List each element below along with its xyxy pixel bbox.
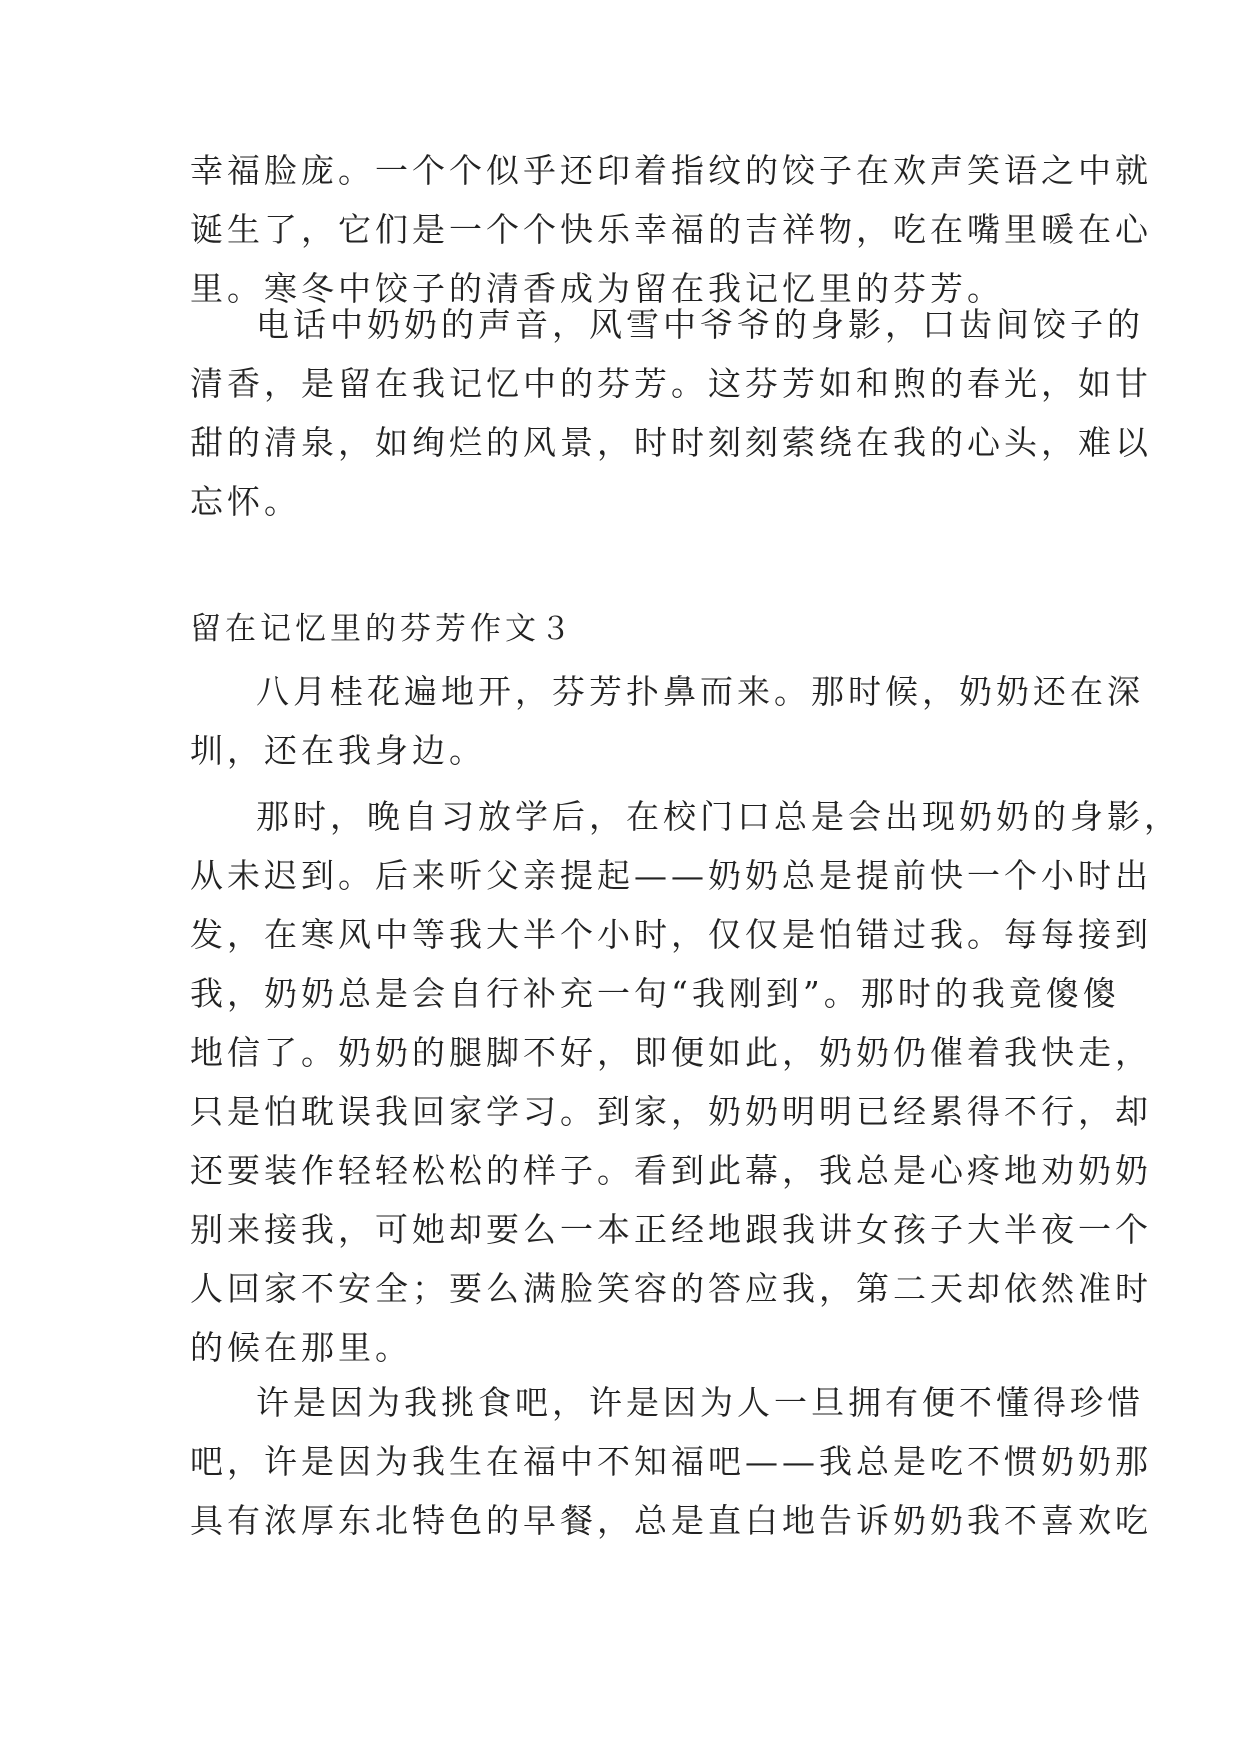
text-line: 甜的清泉，如绚烂的风景，时时刻刻萦绕在我的心头，难以 (190, 423, 1152, 462)
text-line: 幸福脸庞。一个个似乎还印着指纹的饺子在欢声笑语之中就 (190, 151, 1152, 190)
text-line: 具有浓厚东北特色的早餐，总是直白地告诉奶奶我不喜欢吃 (190, 1501, 1152, 1540)
text-line: 里。寒冬中饺子的清香成为留在我记忆里的芬芳。 (190, 269, 1004, 308)
text-line: 圳，还在我身边。 (190, 731, 486, 770)
section-heading (190, 600, 1052, 659)
paragraph-2 (190, 295, 1152, 531)
text-line: 地信了。奶奶的腿脚不好，即便如此，奶奶仍催着我快走， (190, 1033, 1152, 1072)
text-line: 从未迟到。后来听父亲提起——奶奶总是提前快一个小时出 (190, 856, 1152, 895)
text-line: 电话中奶奶的声音，风雪中爷爷的身影，口齿间饺子的 (256, 305, 1144, 344)
paragraph-3 (190, 662, 1144, 780)
paragraph-1 (190, 141, 1152, 318)
paragraph-4 (190, 787, 1181, 1377)
text-line: 只是怕耽误我回家学习。到家，奶奶明明已经累得不行，却 (190, 1092, 1152, 1131)
heading-text: 留在记忆里的芬芳作文３ (190, 611, 575, 647)
text-line: 清香，是留在我记忆中的芬芳。这芬芳如和煦的春光，如甘 (190, 364, 1152, 403)
text-line: 我，奶奶总是会自行补充一句“我刚到”。那时的我竟傻傻 (190, 974, 1120, 1013)
text-line: 那时，晚自习放学后，在校门口总是会出现奶奶的身影， (256, 797, 1181, 836)
paragraph-5 (190, 1373, 1152, 1550)
text-line: 还要装作轻轻松松的样子。看到此幕，我总是心疼地劝奶奶 (190, 1151, 1152, 1190)
text-line: 诞生了，它们是一个个快乐幸福的吉祥物，吃在嘴里暖在心 (190, 210, 1152, 249)
text-line: 人回家不安全；要么满脸笑容的答应我，第二天却依然准时 (190, 1269, 1152, 1308)
text-line: 别来接我，可她却要么一本正经地跟我讲女孩子大半夜一个 (190, 1210, 1152, 1249)
text-line: 发，在寒风中等我大半个小时，仅仅是怕错过我。每每接到 (190, 915, 1152, 954)
text-line: 吧，许是因为我生在福中不知福吧——我总是吃不惯奶奶那 (190, 1442, 1152, 1481)
text-line: 的候在那里。 (190, 1328, 412, 1367)
text-line: 八月桂花遍地开，芬芳扑鼻而来。那时候，奶奶还在深 (256, 672, 1144, 711)
text-line: 许是因为我挑食吧，许是因为人一旦拥有便不懂得珍惜 (256, 1383, 1144, 1422)
text-line: 忘怀。 (190, 482, 301, 521)
